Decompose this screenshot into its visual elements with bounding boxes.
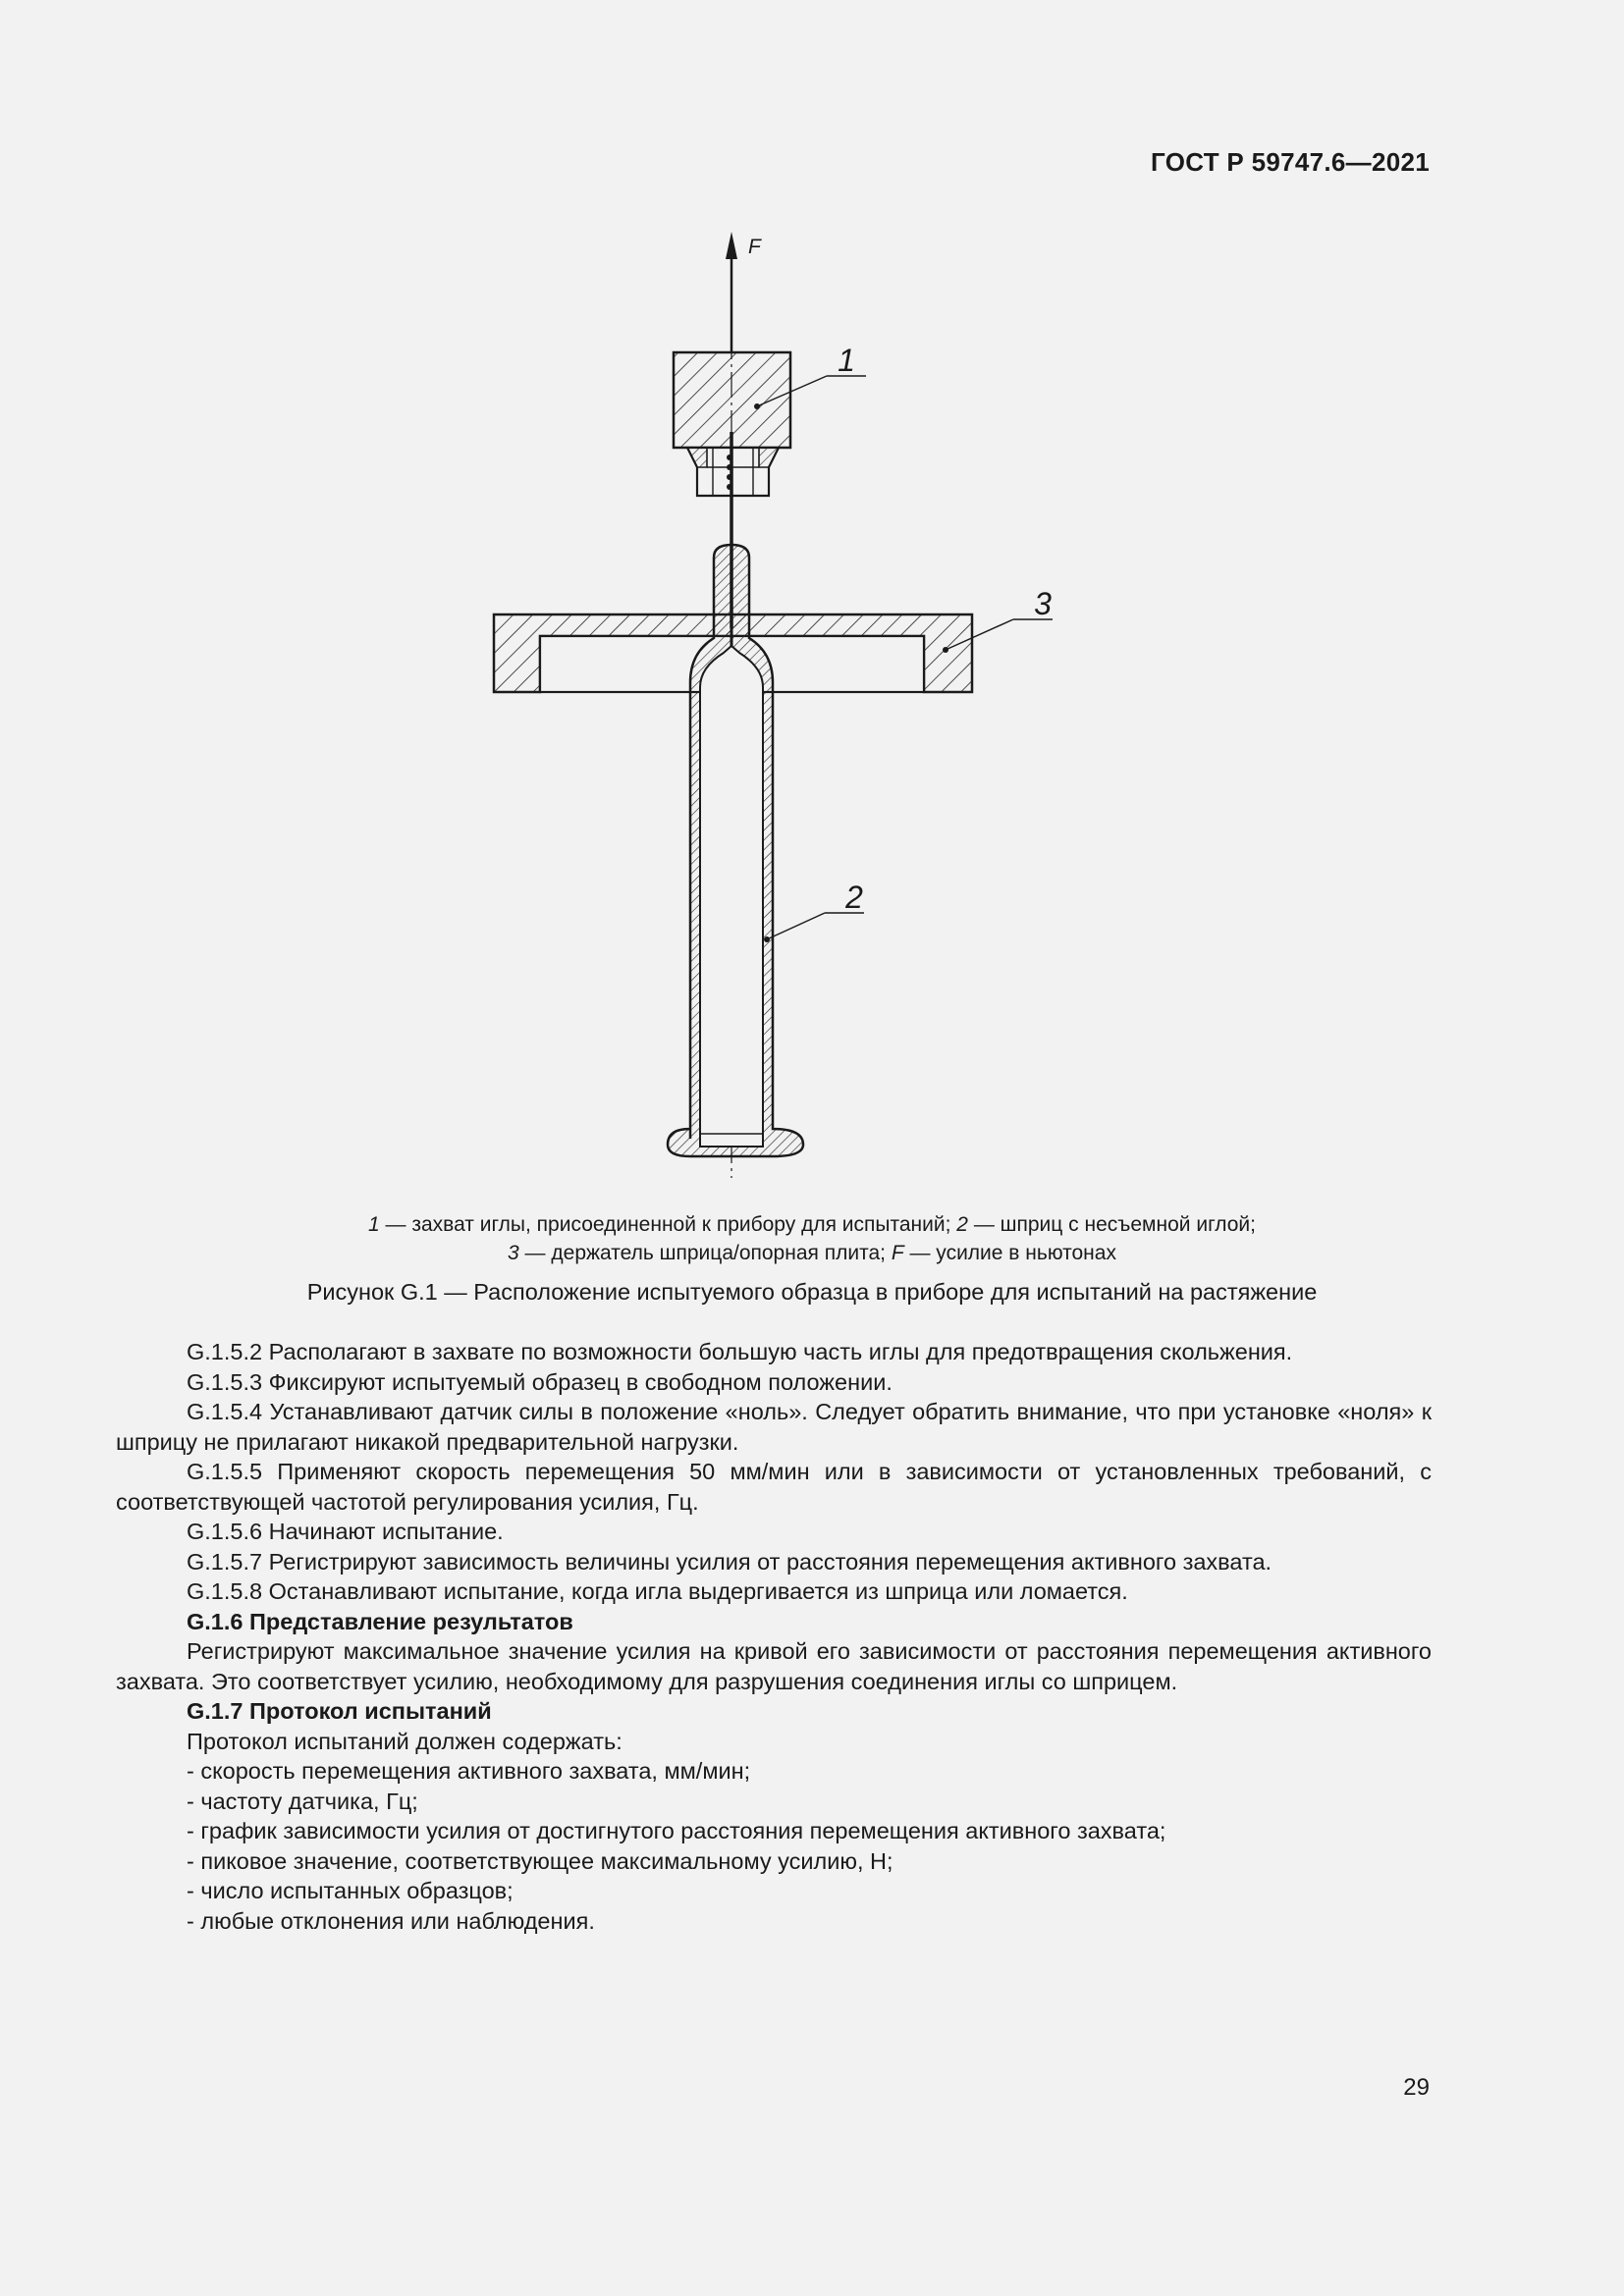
paragraph: G.1.5.2 Располагают в захвате по возможности большую часть иглы для предотвращения скольжения.	[187, 1339, 1293, 1364]
paragraph: G.1.5.8 Останавливают испытание, когда игла выдергивается из шприца или ломается.	[187, 1578, 1128, 1604]
list-item: - график зависимости усилия от достигнутого расстояния перемещения активного захвата;	[187, 1818, 1166, 1843]
callout-number-3: 3	[1034, 586, 1052, 621]
section-title-g16: G.1.6 Представление результатов	[187, 1608, 573, 1634]
figure-legend	[0, 1210, 1624, 1267]
legend-line-1: 1 — захват иглы, присоединенной к прибору для испытаний; 2 — шприц с несъемной иглой;	[367, 1213, 1256, 1236]
section-title-g17: G.1.7 Протокол испытаний	[187, 1698, 492, 1724]
paragraph: G.1.5.6 Начинают испытание.	[187, 1519, 504, 1544]
callout-2	[764, 880, 864, 942]
paragraph: Регистрируют максимальное значение усилия на кривой его зависимости от расстояния перемещения активного захвата. Это соответствует усилию, необходимому для разрушения соединения иглы со шприцем.	[116, 1638, 1432, 1694]
legend-line-2: 3 — держатель шприца/опорная плита; F — усилие в ньютонах	[508, 1242, 1116, 1264]
document-body	[116, 1337, 1432, 1936]
test-setup-drawing	[471, 221, 1052, 1183]
force-label: F	[748, 236, 761, 258]
list-item: - любые отклонения или наблюдения.	[187, 1907, 595, 1934]
paragraph: Протокол испытаний должен содержать:	[187, 1728, 623, 1754]
callout-number-1: 1	[838, 343, 855, 378]
paragraph: G.1.5.4 Устанавливают датчик силы в положение «ноль». Следует обратить внимание, что при установке «ноля» к шприцу не прилагают никакой предварительной нагрузки.	[116, 1399, 1432, 1455]
paragraph: G.1.5.3 Фиксируют испытуемый образец в свободном положении.	[187, 1368, 893, 1395]
figure-caption: Рисунок G.1 — Расположение испытуемого образца в приборе для испытаний на растяжение	[306, 1279, 1318, 1305]
list-item: - частоту датчика, Гц;	[187, 1788, 418, 1814]
paragraph: G.1.5.5 Применяют скорость перемещения 50 мм/мин или в зависимости от установленных требований, с соответствующей частотой регулирования усилия, Гц.	[116, 1459, 1432, 1515]
list-item: - скорость перемещения активного захвата, мм/мин;	[187, 1758, 751, 1784]
list-item: - пиковое значение, соответствующее максимальному усилию, Н;	[187, 1847, 893, 1874]
document-header: ГОСТ Р 59747.6—2021	[1151, 147, 1430, 177]
paragraph: G.1.5.7 Регистрируют зависимость величины усилия от расстояния перемещения активного захвата.	[187, 1548, 1272, 1575]
list-item: - число испытанных образцов;	[187, 1878, 514, 1903]
page-number: 29	[1403, 2074, 1430, 2101]
callout-number-2: 2	[845, 880, 863, 915]
